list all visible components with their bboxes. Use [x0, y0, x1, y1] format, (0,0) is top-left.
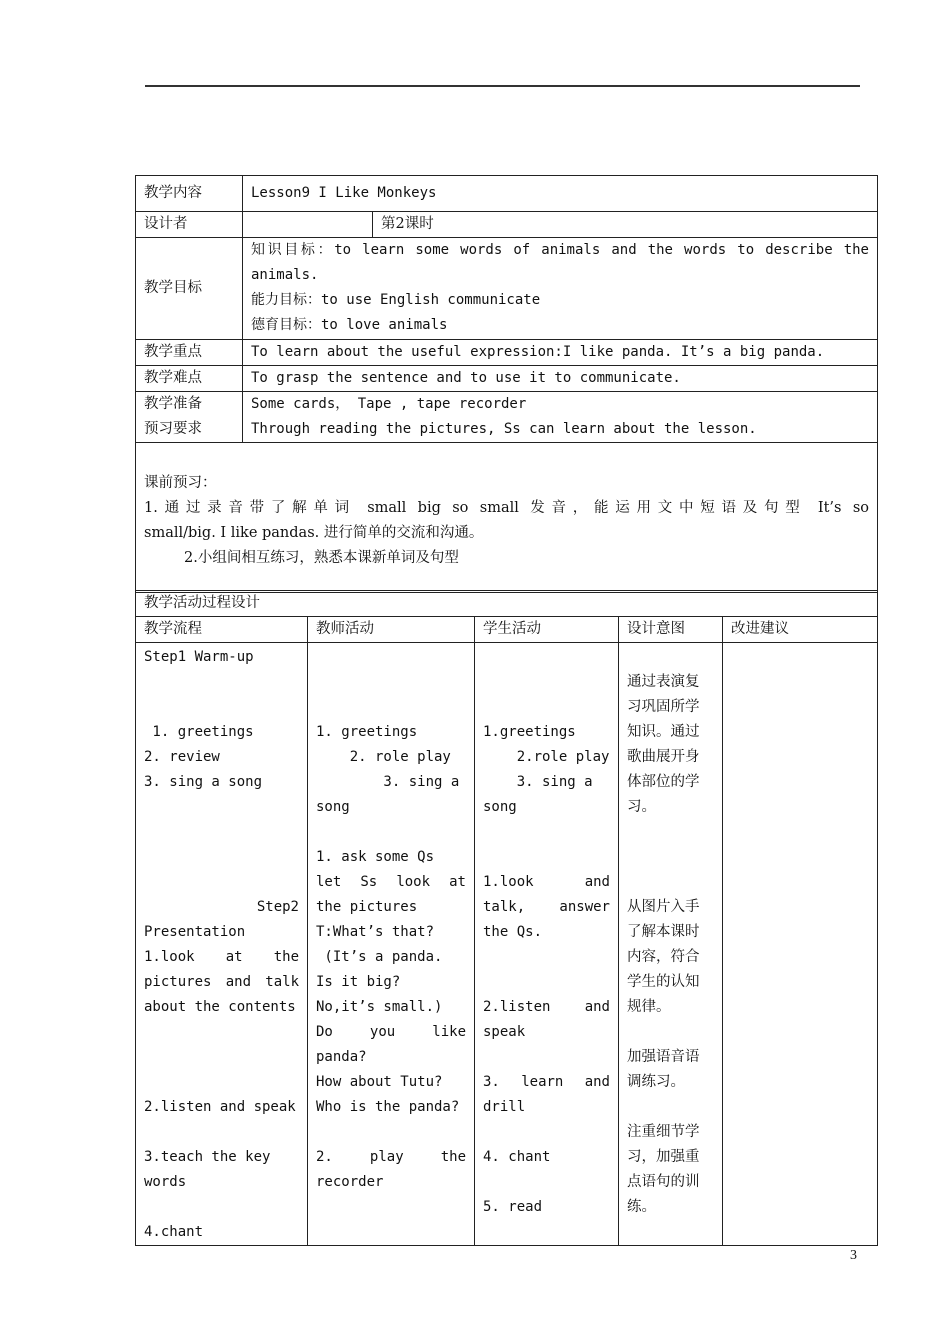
intent-line: 体部位的学	[627, 774, 700, 790]
process-table	[135, 590, 878, 1246]
flow-line: Step2	[256, 899, 299, 915]
flow-line	[144, 1195, 299, 1220]
intent-cell	[619, 643, 723, 1246]
flow-line	[144, 870, 299, 895]
student-line: speak	[483, 1024, 526, 1040]
student-line: 4. chant	[483, 1149, 551, 1165]
intent-line: 通过表演复	[627, 674, 700, 690]
intent-line: 从图片入手	[627, 899, 700, 915]
student-line	[483, 1045, 610, 1070]
goal-label: 教学目标	[136, 238, 243, 340]
header-rule	[145, 85, 860, 87]
prep-label: 教学准备	[144, 396, 202, 412]
teacher-list	[316, 645, 466, 1195]
goal-line: animals.	[251, 267, 319, 283]
teacher-line: 2. role play	[316, 749, 451, 765]
teacher-line	[316, 820, 466, 845]
flow-line: 3. sing a song	[144, 774, 263, 790]
flow-line: words	[144, 1174, 187, 1190]
prep-value-cell	[243, 392, 878, 443]
preclass-line: 1.通过录音带了解单词 small big so small 发音，能运用文中短语及句型 It’s so	[144, 500, 869, 516]
teacher-line: Do you like	[316, 1024, 466, 1040]
key-point-value: To learn about the useful expression:I like panda. It’s a big panda.	[243, 340, 878, 366]
student-line: talk, answer	[483, 899, 610, 915]
intent-line	[627, 870, 714, 895]
teacher-line: How about Tutu?	[316, 1074, 443, 1090]
goal-line: 德育目标：to love animals	[251, 317, 448, 333]
flow-line: about the contents	[144, 999, 296, 1015]
flow-line: 2.listen and speak	[144, 1099, 296, 1115]
student-line: 2.role play	[483, 749, 610, 765]
teacher-line: 3. sing a	[316, 774, 460, 790]
teacher-line: let Ss look at	[316, 874, 466, 890]
flow-line: 1.look at the	[144, 949, 299, 965]
student-list	[483, 645, 610, 1220]
intent-line: 习。	[627, 799, 656, 815]
student-line	[483, 1120, 610, 1145]
suggestion-cell	[723, 643, 878, 1246]
preclass-line: 2.小组间相互练习，熟悉本课新单词及句型	[184, 550, 459, 566]
teacher-line: panda?	[316, 1049, 367, 1065]
student-cell	[475, 643, 619, 1246]
student-line	[483, 970, 610, 995]
goal-line: 知识目标：to learn some words of animals and the words to describe the	[251, 242, 869, 258]
header-intent: 设计意图	[619, 617, 723, 643]
student-line: 5. read	[483, 1199, 543, 1215]
intent-list	[627, 645, 714, 1220]
flow-cell	[136, 643, 308, 1246]
intent-line: 调练习。	[627, 1074, 685, 1090]
flow-line: Step1 Warm-up	[144, 649, 254, 665]
student-line	[483, 645, 610, 670]
intent-line: 歌曲展开身	[627, 749, 700, 765]
designer-value	[243, 212, 373, 238]
flow-line: pictures and talk	[144, 974, 299, 990]
flow-line	[144, 795, 299, 820]
flow-line: 2. review	[144, 749, 220, 765]
student-line: 1.greetings	[483, 724, 576, 740]
student-line	[483, 1170, 610, 1195]
flow-line	[144, 1120, 299, 1145]
flow-line	[144, 1020, 299, 1045]
intent-line: 了解本课时	[627, 924, 700, 940]
lesson-info-table	[135, 175, 878, 593]
teacher-cell	[308, 643, 475, 1246]
intent-line	[627, 645, 714, 670]
difficult-point-value: To grasp the sentence and to use it to communicate.	[243, 366, 878, 392]
process-title: 教学活动过程设计	[136, 591, 878, 617]
content-value: Lesson9 I Like Monkeys	[243, 176, 878, 212]
difficult-point-label: 教学难点	[136, 366, 243, 392]
teacher-line	[316, 1120, 466, 1145]
flow-line: 3.teach the key	[144, 1149, 271, 1165]
intent-line	[627, 845, 714, 870]
intent-line: 习巩固所学	[627, 699, 700, 715]
teacher-line: 2. play the	[316, 1149, 466, 1165]
intent-line: 点语句的训	[627, 1174, 700, 1190]
prep-value: Some cards， Tape , tape recorder	[251, 396, 527, 412]
preclass-cell	[136, 443, 878, 593]
preclass-title: 课前预习：	[144, 475, 217, 491]
intent-line: 规律。	[627, 999, 671, 1015]
flow-line	[144, 1045, 299, 1070]
page-number: 3	[850, 1248, 857, 1263]
teacher-line: Who is the panda?	[316, 1099, 460, 1115]
teacher-line	[316, 695, 466, 720]
header-student: 学生活动	[475, 617, 619, 643]
intent-line: 练。	[627, 1199, 656, 1215]
flow-line: 4.chant	[144, 1224, 204, 1240]
intent-line: 注重细节学	[627, 1124, 700, 1140]
student-line: drill	[483, 1099, 526, 1115]
student-line: 1.look and	[483, 874, 610, 890]
teacher-line: the pictures	[316, 899, 418, 915]
header-teacher: 教师活动	[308, 617, 475, 643]
flow-line: Presentation	[144, 924, 246, 940]
key-point-label: 教学重点	[136, 340, 243, 366]
student-line	[483, 670, 610, 695]
teacher-line: song	[316, 799, 350, 815]
flow-line	[144, 670, 299, 695]
teacher-line: (It’s a panda.	[316, 949, 443, 965]
student-line	[483, 845, 610, 870]
preclass-line: small/big. I like pandas. 进行简单的交流和沟通。	[144, 525, 484, 541]
flow-line	[144, 845, 299, 870]
flow-list	[144, 645, 299, 1245]
content-label: 教学内容	[136, 176, 243, 212]
preview-label: 预习要求	[144, 421, 202, 437]
student-line	[483, 945, 610, 970]
teacher-line	[316, 645, 466, 670]
intent-line	[627, 1020, 714, 1045]
intent-line	[627, 1095, 714, 1120]
intent-line: 内容，符合	[627, 949, 700, 965]
goal-line: 能力目标：to use English communicate	[251, 292, 541, 308]
prep-label-cell	[136, 392, 243, 443]
preview-value: Through reading the pictures, Ss can learn about the lesson.	[251, 421, 757, 437]
teacher-line: 1. greetings	[316, 724, 418, 740]
student-line: song	[483, 799, 517, 815]
flow-line	[144, 695, 299, 720]
designer-label: 设计者	[136, 212, 243, 238]
teacher-line: 1. ask some Qs	[316, 849, 435, 865]
intent-line: 知识。通过	[627, 724, 700, 740]
student-line: 3. sing a	[483, 774, 593, 790]
period-value: 第2课时	[373, 212, 878, 238]
flow-line	[144, 820, 299, 845]
goal-value	[243, 238, 878, 340]
student-line	[483, 695, 610, 720]
teacher-line	[316, 670, 466, 695]
student-line: 3. learn and	[483, 1074, 610, 1090]
teacher-line: recorder	[316, 1174, 384, 1190]
student-line: the Qs.	[483, 924, 543, 940]
teacher-line: No,it’s small.)	[316, 999, 443, 1015]
intent-line: 加强语音语	[627, 1049, 700, 1065]
flow-line: 1. greetings	[144, 724, 254, 740]
header-suggestion: 改进建议	[723, 617, 878, 643]
student-line: 2.listen and	[483, 999, 610, 1015]
student-line	[483, 820, 610, 845]
flow-line	[144, 1070, 299, 1095]
intent-line: 学生的认知	[627, 974, 700, 990]
intent-line: 习，加强重	[627, 1149, 700, 1165]
teacher-line: Is it big?	[316, 974, 401, 990]
intent-line	[627, 820, 714, 845]
header-flow: 教学流程	[136, 617, 308, 643]
teacher-line: T:What’s that?	[316, 924, 435, 940]
